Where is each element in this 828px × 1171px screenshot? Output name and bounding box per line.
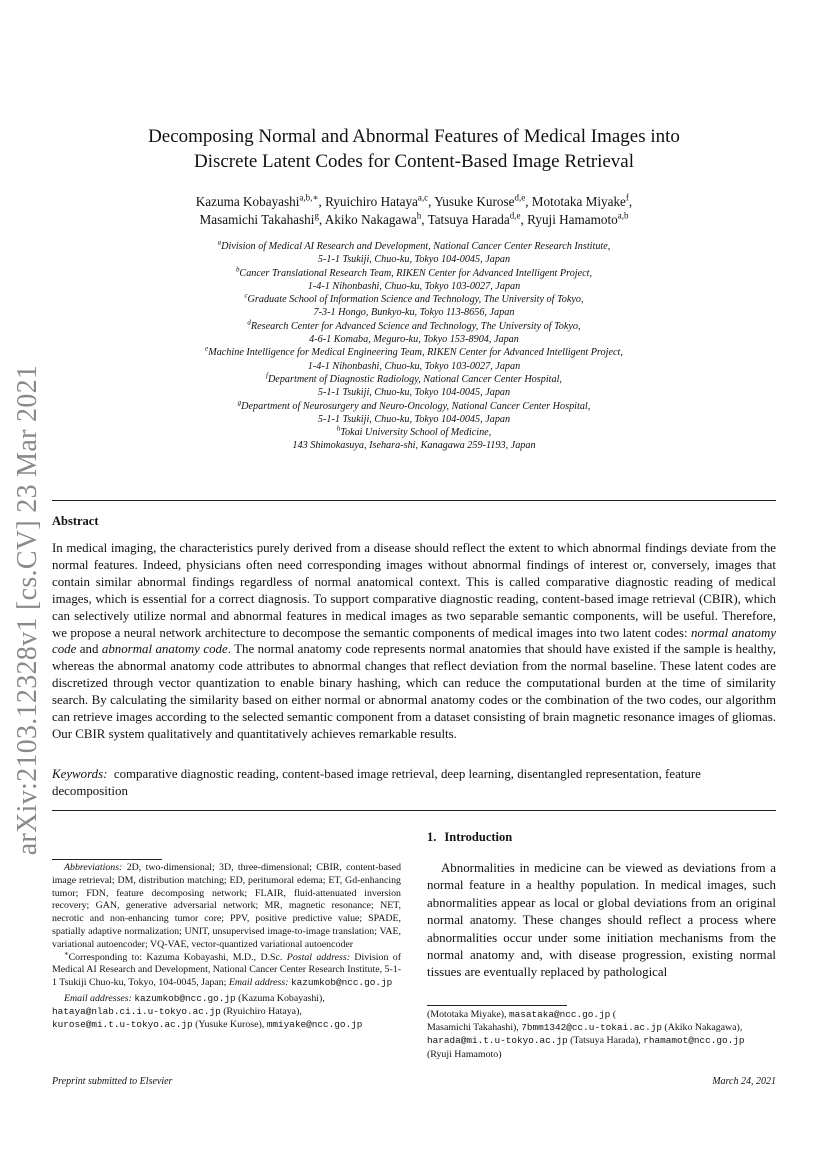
divider-top xyxy=(52,500,776,501)
author-list xyxy=(110,193,718,229)
arxiv-sidebar-identifier xyxy=(6,360,50,860)
affiliation-list xyxy=(130,240,698,453)
section-heading-introduction: 1. Introduction xyxy=(427,830,513,844)
abbreviations-footnote: Abbreviations: 2D, two-dimensional; 3D, three-dimensional; CBIR, content-based image retrieval; DM, distribution matching; ED, peritumoral edema; ET, Gd-enhancing tumor; FDN, feature decomposing network; FLAIR, fluid-attenuated inversion recovery; GAN, generative adversarial network; MR, magnetic resonance; NET, necrotic and non-enhancing tumor core; PPV, positive predictive value; SPADE, spatially adaptive normalization; UNIT, unsupervised image-to-image translation; VAE, variational autoencoder; VQ-VAE, vector-quantized variational autoencoder xyxy=(52,862,402,950)
footnote-rule-right xyxy=(427,1005,567,1006)
affiliation-address: 1-4-1 Nihonbashi, Chuo-ku, Tokyo 103-0027, Japan xyxy=(307,360,521,372)
affiliation-address: 1-4-1 Nihonbashi, Chuo-ku, Tokyo 103-0027, Japan xyxy=(307,280,521,292)
abstract-text: In medical imaging, the characteristics purely derived from a disease should reflect the extent to which abnormal findings deviate from the normal features. Indeed, physicians often need corresponding images without abnormal findings of interest or, conversely, images that contain similar abnormal findings regardless of normal anatomical context. This is called comparative diagnostic reading of medical images, which is essential for a correct diagnosis. To support comparative diagnostic reading, content-based image retrieval (CBIR), which can selectively utilize normal and abnormal features in medical images as two separable semantic components, will be useful. Therefore, we propose a neural network architecture to decompose the semantic components of medical images into two latent codes: normal anatomy code and abnormal anatomy code. The normal anatomy code represents normal anatomies that should have existed if the sample is healthy, whereas the abnormal anatomy code attributes to abnormal changes that reflect deviation from the normal baseline. These latent codes are discretized through vector quantization to enable binary hashing, which can reduce the computational burden at the time of similarity search. By calculating the similarity based on either normal or abnormal anatomy codes or the combination of the two codes, our algorithm can retrieve images according to the selected semantic component from a dataset consisting of brain magnetic resonance images of gliomas. Our CBIR system qualitatively and quantitatively achieves remarkable results. xyxy=(52,541,776,741)
footnotes-left: Abbreviations: 2D, two-dimensional; 3D, three-dimensional; CBIR, content-based image retrieval; DM, distribution matching; ED, peritumoral edema; ET, Gd-enhancing tumor; FDN, feature decomposing network; FLAIR, fluid-attenuated inversion recovery; GAN, generative adversarial network; MR, magnetic resonance; NET, necrotic and non-enhancing tumor core; PPV, positive predictive value; SPADE, spatially adaptive normalization; UNIT, unsupervised image-to-image translation; VAE, variational autoencoder; VQ-VAE, vector-quantized variational autoencoder ∗Corresponding to: Kazuma Kobayashi, M.D., D.Sc. Postal address: Division of Medical AI Research and Development, National Cancer Center Research Institute, 5-1-1 Tsukiji Chuo-ku, Tokyo, 104-0045, Japan; Email address: kazumkob@ncc.go.jp Email addresses: kazumkob@ncc.go.jp (Kazuma Kobayashi), hataya@nlab.ci.i.u-tokyo.ac.jp (Ryuichiro Hataya), kurose@mi.t.u-tokyo.ac.jp (Yusuke Kurose), mmiyake@ncc.go.jp xyxy=(52,862,402,1030)
affiliation: $^c$Graduate School of Information Science and Technology, The University of Tokyo, xyxy=(244,292,584,306)
title-line-1: Decomposing Normal and Abnormal Features of Medical Images into xyxy=(148,126,680,147)
author: Yusuke Kurose$^{d,e}$, xyxy=(434,192,532,209)
divider-bottom xyxy=(52,810,776,811)
affiliation: $^f$Department of Diagnostic Radiology, National Cancer Center Hospital, xyxy=(266,372,562,385)
title-line-2: Discrete Latent Codes for Content-Based Image Retrieval xyxy=(193,151,634,172)
affiliation-address: 143 Shimokasuya, Isehara-shi, Kanagawa 259-1193, Japan xyxy=(292,440,536,452)
affiliation-address: 5-1-1 Tsukiji, Chuo-ku, Tokyo 104-0045, Japan xyxy=(317,387,511,399)
author: Ryuichiro Hataya$^{a,c}$, xyxy=(325,192,435,209)
paper-title xyxy=(100,124,728,174)
affiliation-address: 7-3-1 Hongo, Bunkyo-ku, Tokyo 113-8656, Japan xyxy=(313,307,515,319)
affiliation: $^b$Cancer Translational Research Team, RIKEN Center for Advanced Intelligent Project, xyxy=(235,266,593,279)
author: Ryuji Hamamoto$^{a,b}$ xyxy=(527,210,629,227)
abstract-heading: Abstract xyxy=(52,514,99,528)
author: Akiko Nakagawa$^h$, xyxy=(324,210,428,227)
corresponding-author-footnote: ∗Corresponding to: Kazuma Kobayashi, M.D., D.Sc. Postal address: Division of Medical AI Research and Development, National Cancer Center Research Institute, 5-1-1 Tsukiji Chuo-ku, Tokyo, 104-0045, Japan; Email address: kazumkob@ncc.go.jp xyxy=(52,950,402,989)
affiliation: $^d$Research Center for Advanced Science and Technology, The University of Tokyo, xyxy=(247,319,581,332)
affiliation: $^e$Machine Intelligence for Medical Engineering Team, RIKEN Center for Advanced Intelligent Project, xyxy=(205,345,623,359)
affiliation: $^a$Division of Medical AI Research and Development, National Cancer Center Research Institute, xyxy=(217,239,611,252)
affiliation: $^g$Department of Neurosurgery and Neuro-Oncology, National Cancer Center Hospital, xyxy=(237,399,591,412)
arxiv-id-text: arXiv:2103.12328v1 [cs.CV] 23 Mar 2021 xyxy=(12,364,43,856)
author: Mototaka Miyake$^f$, xyxy=(531,192,633,209)
email-addresses-footnote: Email addresses: kazumkob@ncc.go.jp (Kazuma Kobayashi), xyxy=(64,992,325,1004)
footer-preprint-note: Preprint submitted to Elsevier xyxy=(52,1076,173,1087)
footnote-rule xyxy=(52,859,162,860)
author: Tatsuya Harada$^{d,e}$, xyxy=(427,210,528,227)
affiliation-address: 5-1-1 Tsukiji, Chuo-ku, Tokyo 104-0045, Japan xyxy=(317,254,511,266)
affiliation: $^h$Tokai University School of Medicine, xyxy=(336,425,492,439)
author: Kazuma Kobayashi$^{a,b,∗}$, xyxy=(195,192,326,209)
affiliation-address: 5-1-1 Tsukiji, Chuo-ku, Tokyo 104-0045, Japan xyxy=(317,413,511,425)
affiliation-address: 4-6-1 Komaba, Meguro-ku, Tokyo 153-8904, Japan xyxy=(309,334,519,346)
introduction-text: Abnormalities in medicine can be viewed as deviations from a normal feature in a healthy population. In medical images, such abnormalities appear as local or global deviations from an original normal anatomy. These changes should reflect a process where abnormalities occur under some initiation mechanisms from the normal anatomy and, with disease progression, existing normal tissues are eventually replaced by pathological xyxy=(427,861,776,980)
footnotes-right: (Mototaka Miyake), masataka@ncc.go.jp ( Masamichi Takahashi), 7bmm1342@cc.u-tokai.ac.jp (Akiko Nakagawa), harada@mi.t.u-tokyo.ac.jp (Tatsuya Harada), rhamamot@ncc.go.jp (Ryuji Hamamoto) xyxy=(427,1009,745,1060)
footer-date: March 24, 2021 xyxy=(712,1076,776,1087)
keywords: Keywords: comparative diagnostic reading, content-based image retrieval, deep learning, disentangled representation, feature decomposition xyxy=(52,767,701,798)
author: Masamichi Takahashi$^g$, xyxy=(199,210,325,227)
